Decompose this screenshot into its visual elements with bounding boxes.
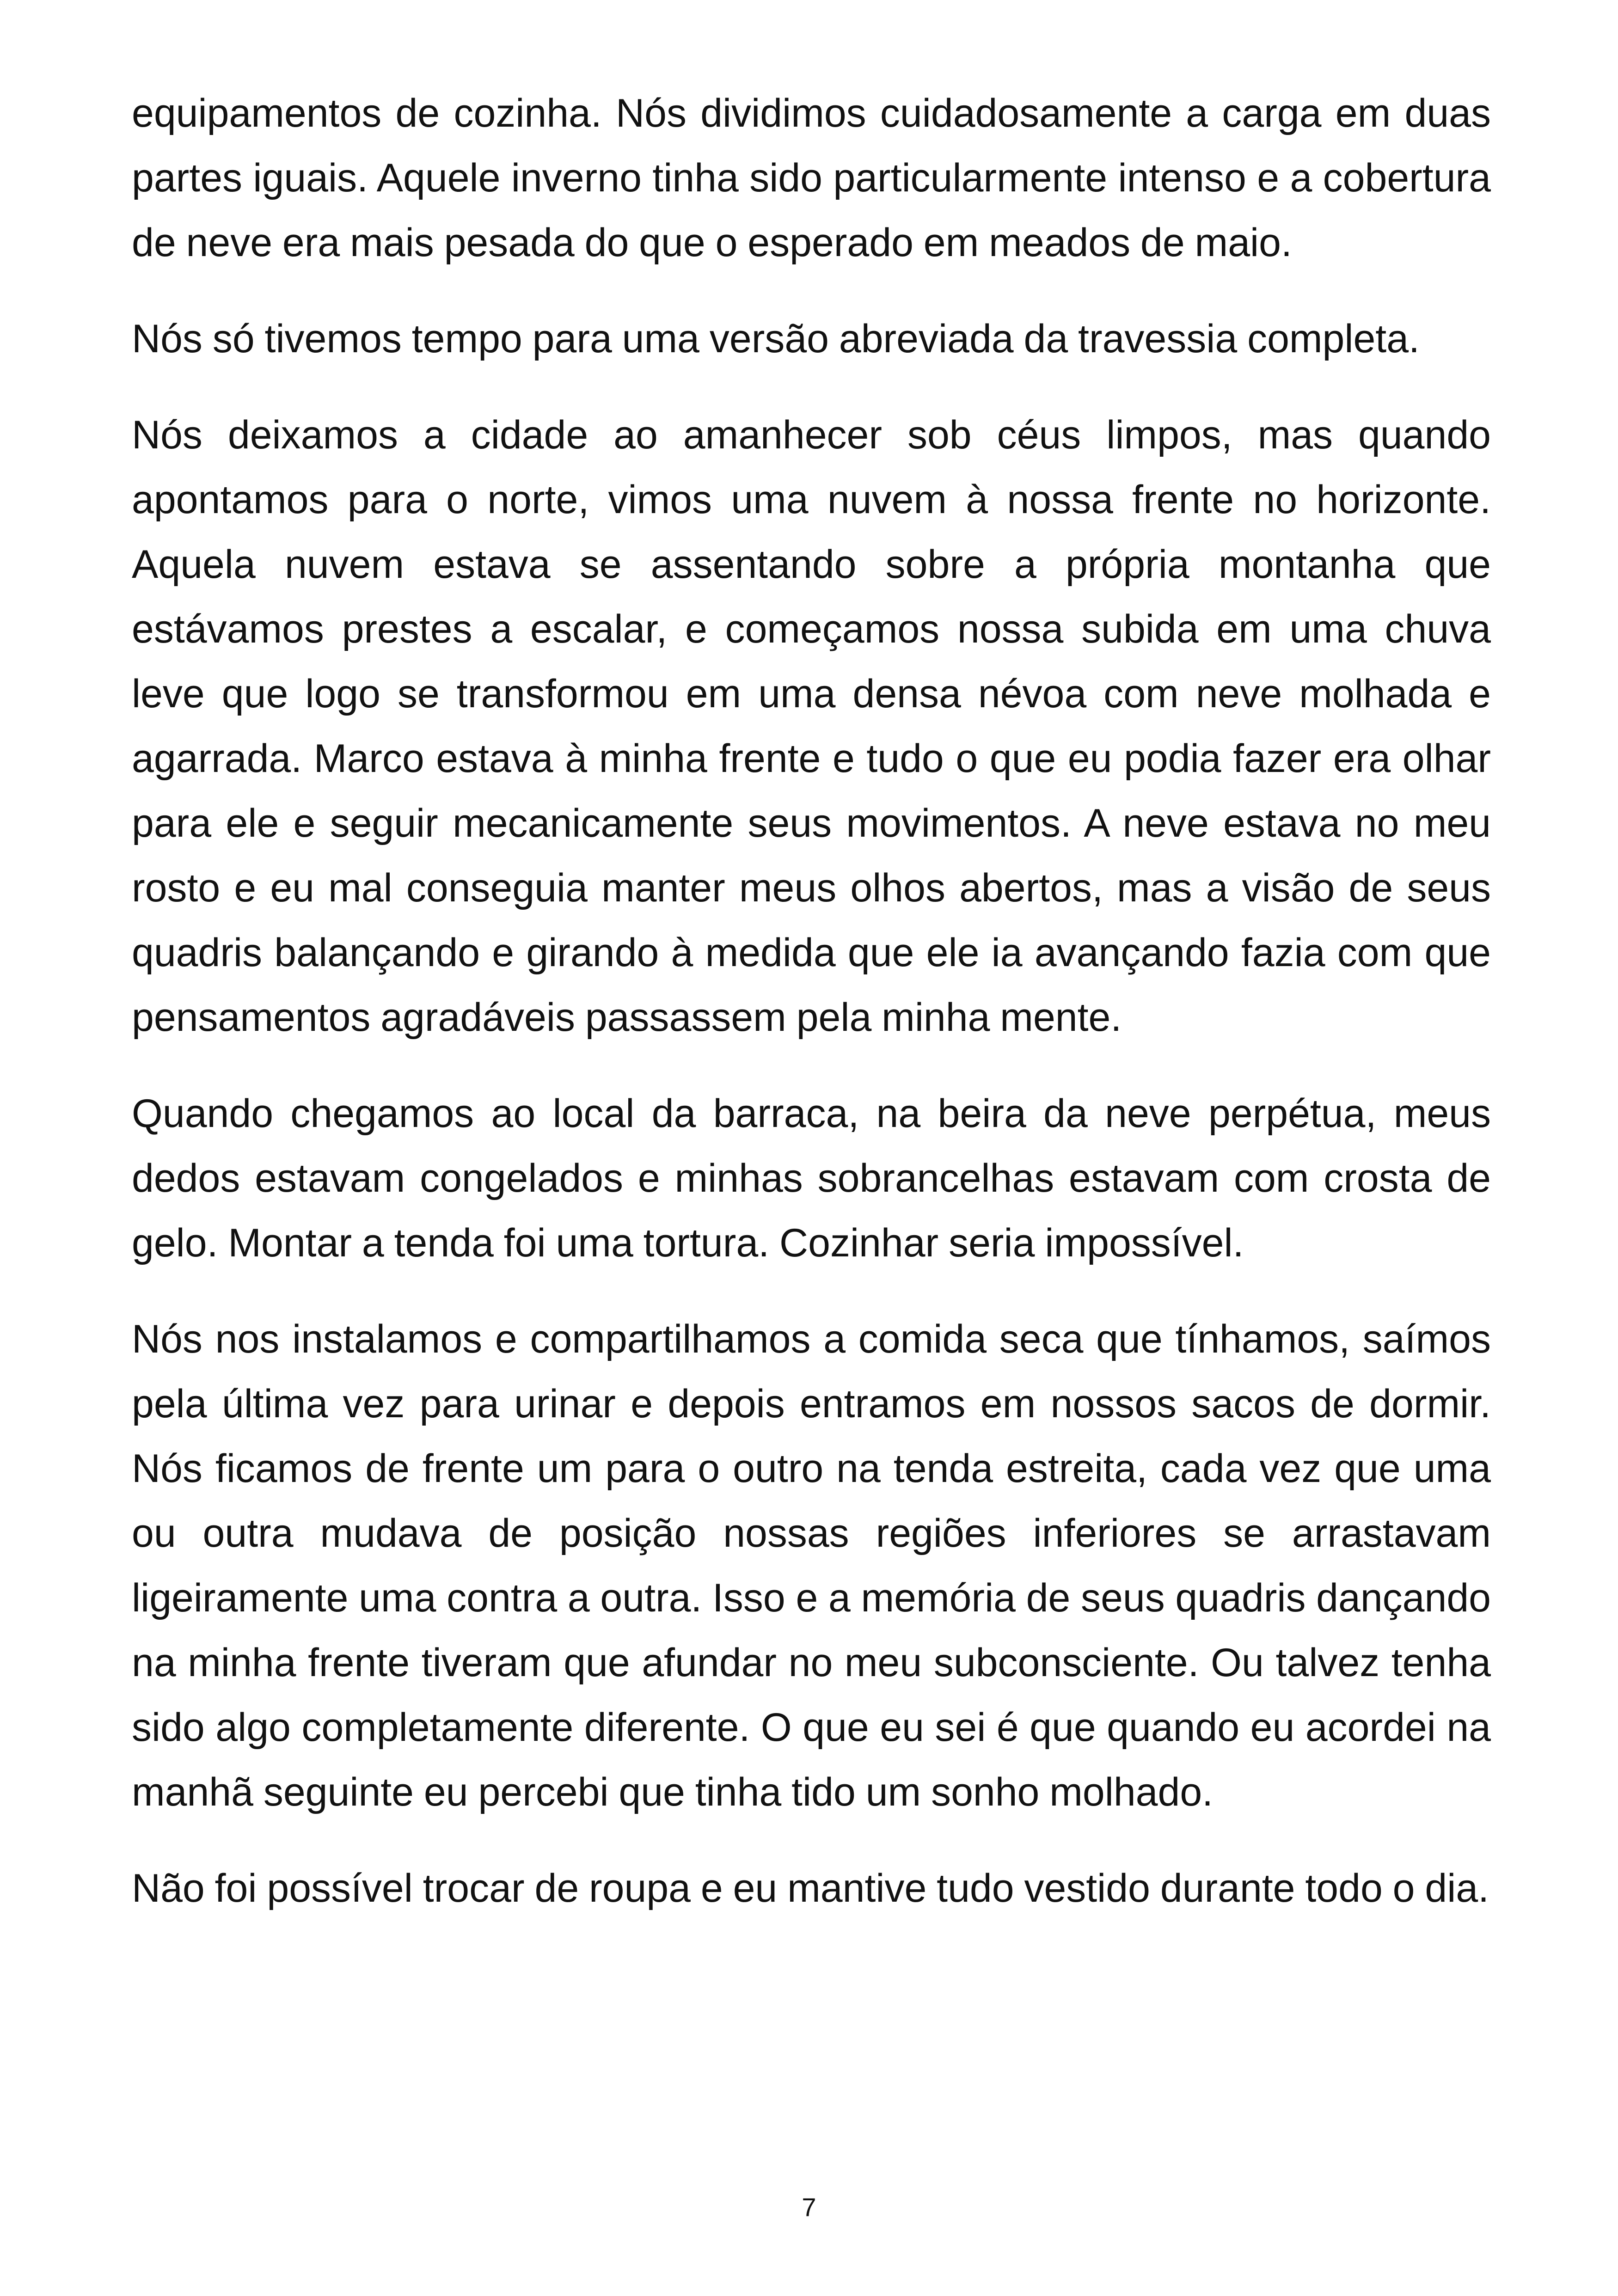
paragraph-3: Nós deixamos a cidade ao amanhecer sob céus limpos, mas quando apontamos para o norte, vimos uma nuvem à nossa frente no horizonte. Aquela nuvem estava se assentando sobre a própria montanha que estávamos prestes a escalar, e começamos nossa subida em uma chuva leve que logo se transformou em uma densa névoa com neve molhada e agarrada. Marco estava à minha frente e tudo o que eu podia fazer era olhar para ele e seguir mecanicamente seus movimentos. A neve estava no meu rosto e eu mal conseguia manter meus olhos abertos, mas a visão de seus quadris balançando e girando à medida que ele ia avançando fazia com que pensamentos agradáveis passassem pela minha mente. — [132, 413, 1491, 1040]
paragraph-4: Quando chegamos ao local da barraca, na beira da neve perpétua, meus dedos estavam congelados e minhas sobrancelhas estavam com crosta de gelo. Montar a tenda foi uma tortura. Cozinhar seria impossível. — [132, 1091, 1491, 1265]
paragraph-1: equipamentos de cozinha. Nós dividimos cuidadosamente a carga em duas partes iguais. Aquele inverno tinha sido particularmente intenso e a cobertura de neve era mais pesada do que o esperado em meados de maio. — [132, 91, 1491, 265]
page-number: 7 — [802, 2192, 816, 2222]
paragraph-5: Nós nos instalamos e compartilhamos a comida seca que tínhamos, saímos pela última vez para urinar e depois entramos em nossos sacos de dormir. Nós ficamos de frente um para o outro na tenda estreita, cada vez que uma ou outra mudava de posição nossas regiões inferiores se arrastavam ligeiramente uma contra a outra. Isso e a memória de seus quadris dançando na minha frente tiveram que afundar no meu subconsciente. Ou talvez tenha sido algo completamente diferente. O que eu sei é que quando eu acordei na manhã seguinte eu percebi que tinha tido um sonho molhado. — [132, 1317, 1491, 1814]
paragraph-2: Nós só tivemos tempo para uma versão abreviada da travessia completa. — [132, 317, 1420, 361]
paragraph-6: Não foi possível trocar de roupa e eu mantive tudo vestido durante todo o dia. — [132, 1866, 1489, 1910]
body-text — [132, 81, 1491, 1952]
